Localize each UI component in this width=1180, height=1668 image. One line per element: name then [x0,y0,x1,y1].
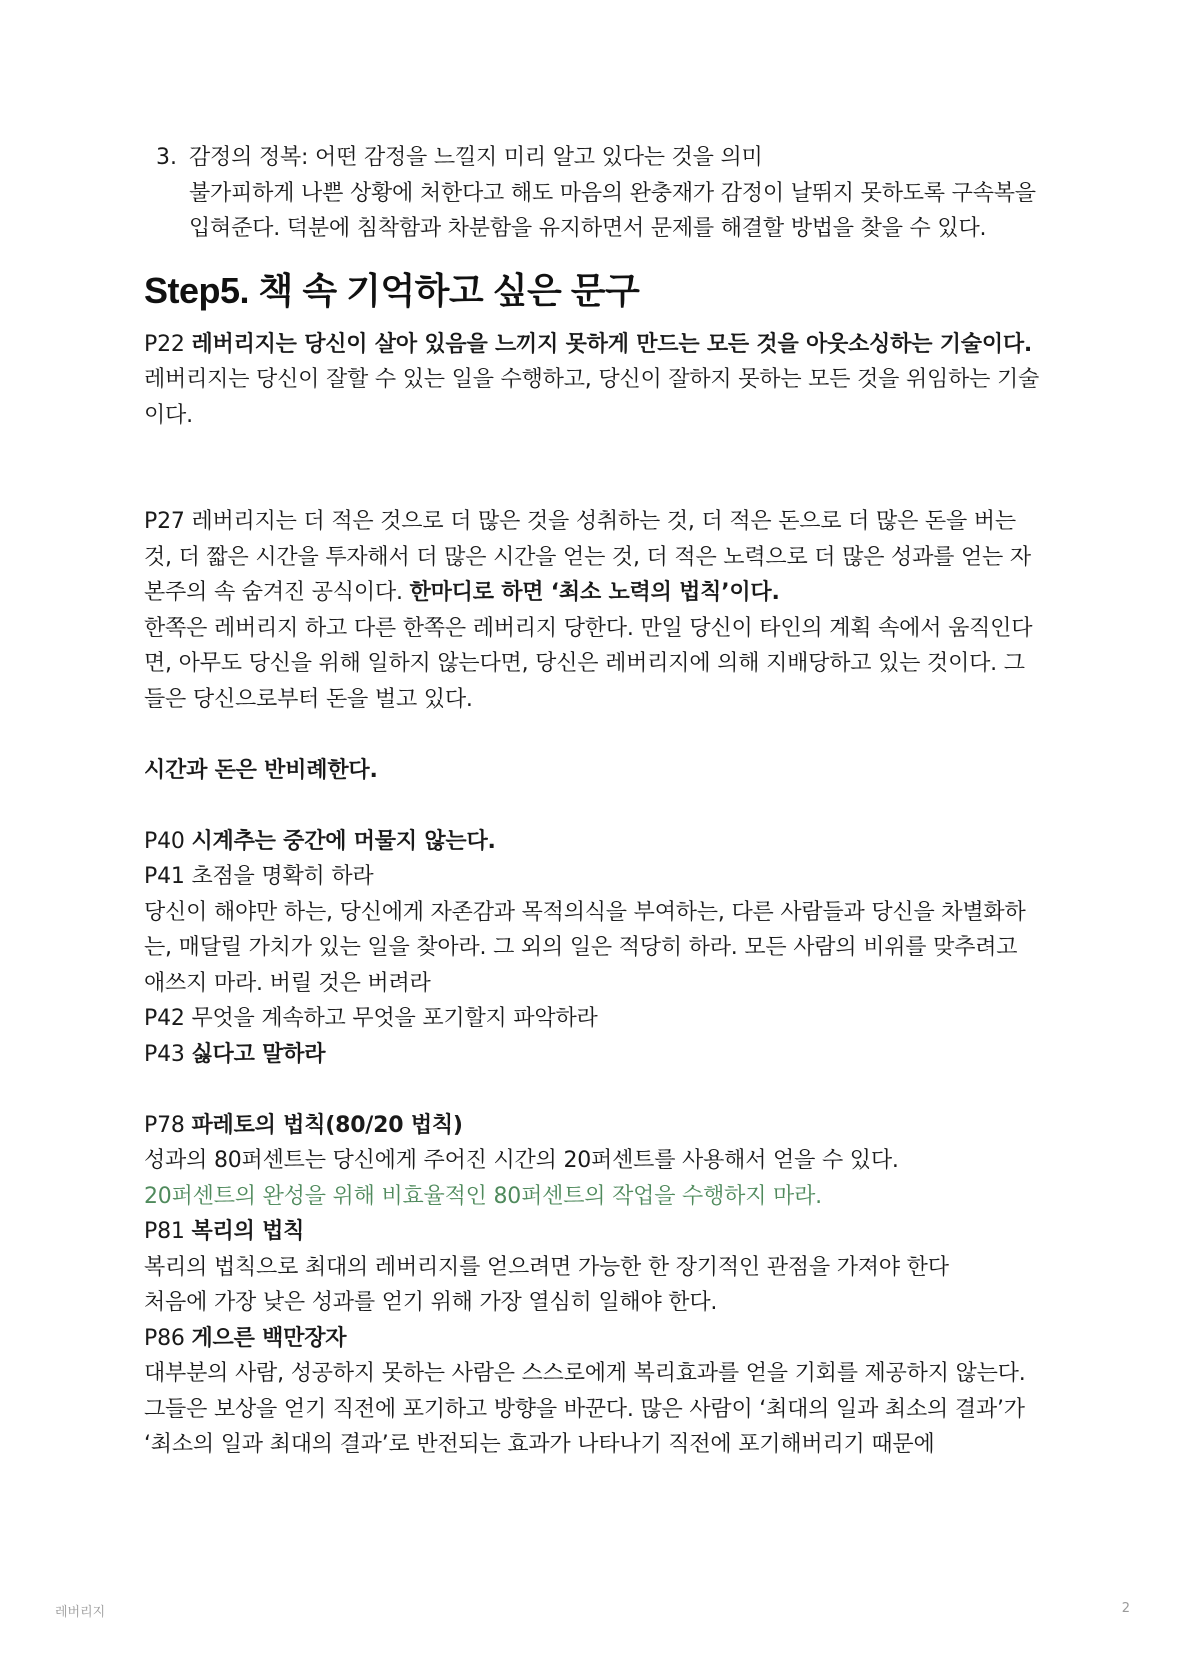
list-item-title: 감정의 정복: 어떤 감정을 느낄지 미리 알고 있다는 것을 의미 [189,145,763,170]
quote-bold: 게으른 백만장자 [191,1325,347,1351]
quote-p81-body-2: 처음에 가장 낮은 성과를 얻기 위해 가장 열심히 일해야 한다. [144,1290,718,1315]
list-item-body: 불가피하게 나쁜 상황에 처한다고 해도 마음의 완충재가 감정이 날뛰지 못하도록 구속복을 입혀준다. 덕분에 침착함과 차분함을 유지하면서 문제를 해결할 방법을 찾을 수 있다. [189,180,1036,241]
document-page [144,140,1044,1463]
footer-document-title: 레버리지 [55,1605,106,1620]
section-heading: Step5. 책 속 기억하고 싶은 문구 [144,269,640,311]
page-ref: P81 [144,1219,192,1244]
quote-p86-title [144,1321,1044,1357]
quote-bold: 싫다고 말하라 [191,1041,326,1067]
page-ref: P43 [144,1041,192,1067]
quote-p78-title [144,1108,1044,1144]
page-ref: P40 [144,828,192,854]
footer-page-number: 2 [1121,1601,1130,1616]
quote-p22 [144,327,1044,434]
quote-p86-body: 대부분의 사람, 성공하지 못하는 사람은 스스로에게 복리효과를 얻을 기회를 제공하지 않는다. 그들은 보상을 얻기 직전에 포기하고 방향을 바꾼다. 많은 사람이 ‘최대의 일과 최소의 결과’가 ‘최소의 일과 최대의 결과’로 반전되는 효과가 나타나기 직전에 포기해버리기 때문에 [144,1361,1026,1457]
quote-p81-body: 복리의 법칙으로 최대의 레버리지를 얻으려면 가능한 한 장기적인 관점을 가져야 한다 [144,1254,949,1280]
quote-p41-title: P41 초점을 명확히 하라 [144,864,374,889]
quote-p43 [144,1037,1044,1073]
quote-bold: 파레토의 법칙(80/20 법칙) [191,1112,463,1138]
quote-bold: 복리의 법칙 [191,1219,305,1244]
numbered-list-item [156,140,1044,247]
quote-p27 [144,504,1044,611]
quote-bold: 레버리지는 당신이 살아 있음을 느끼지 못하게 만드는 모든 것을 아웃소싱하는 기술이다. [191,331,1033,357]
quote-p42: P42 무엇을 계속하고 무엇을 포기할지 파악하라 [144,1006,598,1031]
quote-text: P27 레버리지는 더 적은 것으로 더 많은 것을 성취하는 것, 더 적은 돈으로 더 많은 돈을 버는 것, 더 짧은 시간을 투자해서 더 많은 시간을 얻는 것, 더 적은 노력으로 더 많은 성과를 얻는 자본주의 속 숨겨진 공식이다. [144,509,1031,605]
list-number: 3. [156,145,177,170]
quote-p78-body: 성과의 80퍼센트는 당신에게 주어진 시간의 20퍼센트를 사용해서 얻을 수 있다. [144,1148,899,1173]
bold-statement: 시간과 돈은 반비례한다. [144,757,378,783]
quote-p40 [144,824,1044,860]
page-ref: P86 [144,1325,192,1351]
quote-p41-body: 당신이 해야만 하는, 당신에게 자존감과 목적의식을 부여하는, 다른 사람들과 당신을 차별화하는, 매달릴 가치가 있는 일을 찾아라. 그 외의 일은 적당히 하라. 모든 사람의 비위를 맞추려고 애쓰지 마라. 버릴 것은 버려라 [144,899,1026,996]
quote-bold: 시계추는 중간에 머물지 않는다. [191,828,496,854]
page-ref: P22 [144,331,192,357]
quote-p81-title [144,1214,1044,1250]
page-ref: P78 [144,1112,192,1138]
quote-text: 레버리지는 당신이 잘할 수 있는 일을 수행하고, 당신이 잘하지 못하는 모든 것을 위임하는 기술이다. [144,367,1040,428]
quote-bold: 한마디로 하면 ‘최소 노력의 법칙’이다. [409,580,780,605]
quote-p27-continued: 한쪽은 레버리지 하고 다른 한쪽은 레버리지 당한다. 만일 당신이 타인의 계획 속에서 움직인다면, 아무도 당신을 위해 일하지 않는다면, 당신은 레버리지에 의해 지배당하고 있는 것이다. 그들은 당신으로부터 돈을 벌고 있다. [144,615,1033,712]
quote-p78-highlight: 20퍼센트의 완성을 위해 비효율적인 80퍼센트의 작업을 수행하지 마라. [144,1183,822,1209]
